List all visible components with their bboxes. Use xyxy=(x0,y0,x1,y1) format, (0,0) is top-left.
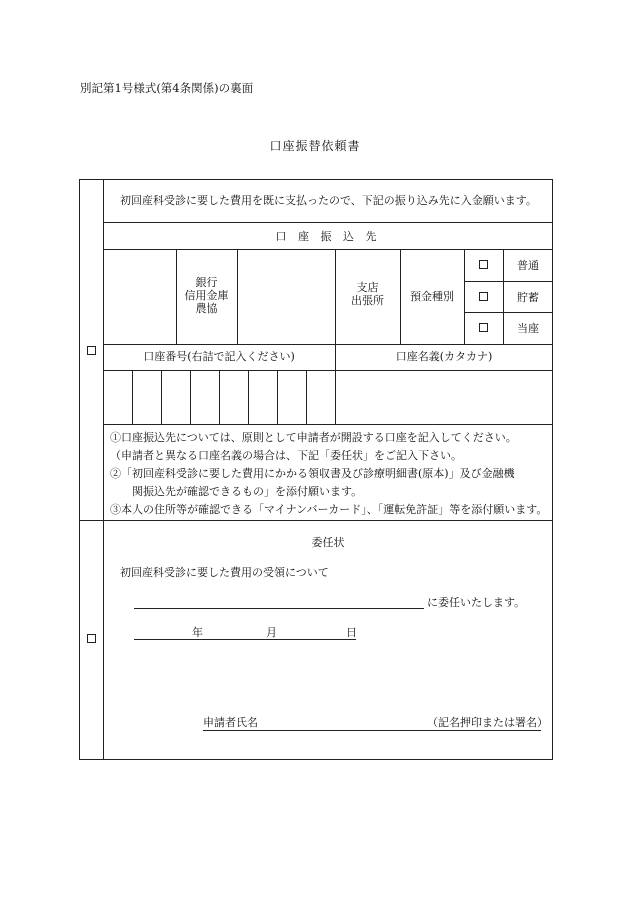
deposit-checkbox-toza[interactable] xyxy=(479,323,488,332)
bank-type-nokyo: 農協 xyxy=(195,302,218,316)
account-number-label: 口座番号(右詰で記入ください) xyxy=(143,350,295,363)
note-1b: （申請者と異なる口座名義の場合は、下記「委任状」をご記入下さい。 xyxy=(110,449,462,462)
section1-checkbox[interactable] xyxy=(87,346,96,355)
note-2b: 関振込先が確認できるもの」を添付願います。 xyxy=(132,485,363,498)
deposit-option-chochiku: 貯蓄 xyxy=(517,291,539,304)
branch-type-branch: 支店 xyxy=(356,281,379,294)
bank-type-bank: 銀行 xyxy=(195,276,218,289)
applicant-label: 申請者氏名 xyxy=(203,716,258,729)
deposit-type-label: 預金種別 xyxy=(410,290,454,303)
note-3: ③本人の住所等が確認できる「マイナンバーカード」、「運転免許証」等を添付願います。 xyxy=(110,503,548,516)
transfer-header: 口 座 振 込 先 xyxy=(275,230,381,243)
delegate-suffix: に委任いたします。 xyxy=(427,596,526,609)
branch-type-list xyxy=(335,281,400,307)
date-day-label: 日 xyxy=(346,626,357,639)
date-year-label: 年 xyxy=(192,626,203,639)
note-2: ②「初回産科受診に要した費用にかかる領収書及び診療明細書(原本)」及び金融機 xyxy=(110,467,515,480)
bank-type-shinkin: 信用金庫 xyxy=(184,289,229,303)
branch-type-office: 出張所 xyxy=(351,294,384,308)
intro-text: 初回産科受診に要した費用を既に支払ったので、下記の振り込み先に入金願います。 xyxy=(120,194,537,207)
bank-type-list xyxy=(176,276,237,316)
deposit-option-toza: 当座 xyxy=(517,322,539,335)
deposit-option-futsu: 普通 xyxy=(517,259,539,272)
form-id: 別記第1号様式(第4条関係)の裏面 xyxy=(80,81,254,95)
page-title: 口座振替依頼書 xyxy=(269,139,361,153)
deposit-checkbox-futsu[interactable] xyxy=(479,260,488,269)
section2-checkbox[interactable] xyxy=(87,634,96,643)
delegation-line1: 初回産科受診に要した費用の受領について xyxy=(120,566,329,579)
note-1: ①口座振込先については、原則として申請者が開設する口座を記入してください。 xyxy=(110,431,517,444)
account-name-label: 口座名義(カタカナ) xyxy=(395,350,493,363)
signature-note: （記名押印または署名） xyxy=(427,716,548,729)
delegation-heading: 委任状 xyxy=(311,536,345,549)
deposit-checkbox-chochiku[interactable] xyxy=(479,292,488,301)
date-month-label: 月 xyxy=(266,626,277,639)
form-frame xyxy=(79,179,553,760)
